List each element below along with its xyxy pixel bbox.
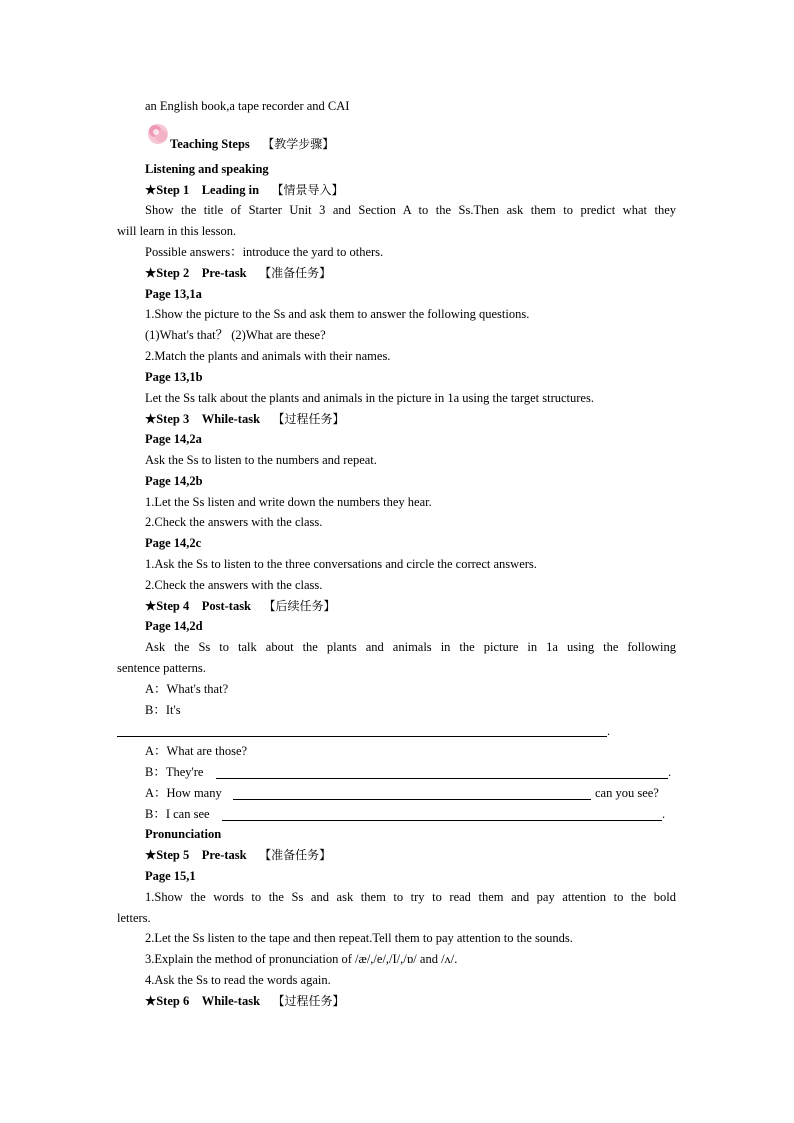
dialog-line-end: . <box>662 807 666 821</box>
answer-blank-line <box>117 736 607 737</box>
page-ref: Page 13,1b <box>145 370 203 384</box>
dialog-line: A：What are those? <box>145 744 248 758</box>
instruction-line: 2.Match the plants and animals with their names. <box>145 349 391 363</box>
teaching-steps-heading: Teaching Steps 【教学步骤】 <box>170 137 335 151</box>
answer-blank-line <box>222 820 662 821</box>
dialog-line: B：They're <box>145 765 204 779</box>
page-ref: Page 14,2b <box>145 474 203 488</box>
materials-text: an English book,a tape recorder and CAI <box>145 99 350 113</box>
step-5-heading: ★Step 5 Pre-task 【准备任务】 <box>145 848 332 862</box>
dialog-line-end: . <box>668 765 672 779</box>
page-ref: Page 13,1a <box>145 287 202 301</box>
section-pronunciation: Pronunciation <box>145 827 222 841</box>
page-ref: Page 15,1 <box>145 869 196 883</box>
instruction-line: 2.Let the Ss listen to the tape and then repeat.Tell them to pay attention to the sounds. <box>145 931 573 945</box>
answer-blank-line <box>233 799 591 800</box>
instruction-line: 2.Check the answers with the class. <box>145 515 323 529</box>
page-ref: Page 14,2a <box>145 432 202 446</box>
step-4-heading: ★Step 4 Post-task 【后续任务】 <box>145 599 336 613</box>
step-3-heading: ★Step 3 While-task 【过程任务】 <box>145 412 345 426</box>
instruction-line: 2.Check the answers with the class. <box>145 578 323 592</box>
instruction-line: 1.Show the picture to the Ss and ask them to answer the following questions. <box>145 307 530 321</box>
page-ref: Page 14,2c <box>145 536 202 550</box>
step-1-text: Show the title of Starter Unit 3 and Section A to the Ss.Then ask them to predict what they <box>145 203 676 217</box>
dialog-line: B：It's <box>145 703 181 717</box>
step-6-heading: ★Step 6 While-task 【过程任务】 <box>145 994 345 1008</box>
instruction-line: 4.Ask the Ss to read the words again. <box>145 973 331 987</box>
instruction-line: Ask the Ss to talk about the plants and animals in the picture in 1a using the following <box>145 640 676 654</box>
step-2-heading: ★Step 2 Pre-task 【准备任务】 <box>145 266 332 280</box>
instruction-line: letters. <box>117 911 151 925</box>
answer-blank-line <box>216 778 668 779</box>
instruction-line: 1.Let the Ss listen and write down the numbers they hear. <box>145 495 432 509</box>
dialog-line: A：How many <box>145 786 222 800</box>
instruction-line: 3.Explain the method of pronunciation of /æ/,/e/,/I/,/ɒ/ and /ʌ/. <box>145 952 458 966</box>
instruction-line: 1.Ask the Ss to listen to the three conversations and circle the correct answers. <box>145 557 537 571</box>
possible-answers: Possible answers：introduce the yard to others. <box>145 245 384 259</box>
instruction-line: sentence patterns. <box>117 661 206 675</box>
dialog-line: A：What's that? <box>145 682 229 696</box>
dialog-line: B：I can see <box>145 807 210 821</box>
instruction-line: Ask the Ss to listen to the numbers and repeat. <box>145 453 377 467</box>
step-1-heading: ★Step 1 Leading in 【情景导入】 <box>145 183 344 197</box>
page-ref: Page 14,2d <box>145 619 203 633</box>
instruction-line: Let the Ss talk about the plants and animals in the picture in 1a using the target structures. <box>145 391 594 405</box>
flower-icon <box>146 122 170 146</box>
dialog-line-end: . <box>607 724 611 738</box>
instruction-line: (1)What's that？ (2)What are these? <box>145 328 326 342</box>
step-1-text: will learn in this lesson. <box>117 224 237 238</box>
dialog-line-end: can you see? <box>595 786 659 800</box>
section-listening: Listening and speaking <box>145 162 269 176</box>
instruction-line: 1.Show the words to the Ss and ask them to try to read them and pay attention to the bold <box>145 890 676 904</box>
